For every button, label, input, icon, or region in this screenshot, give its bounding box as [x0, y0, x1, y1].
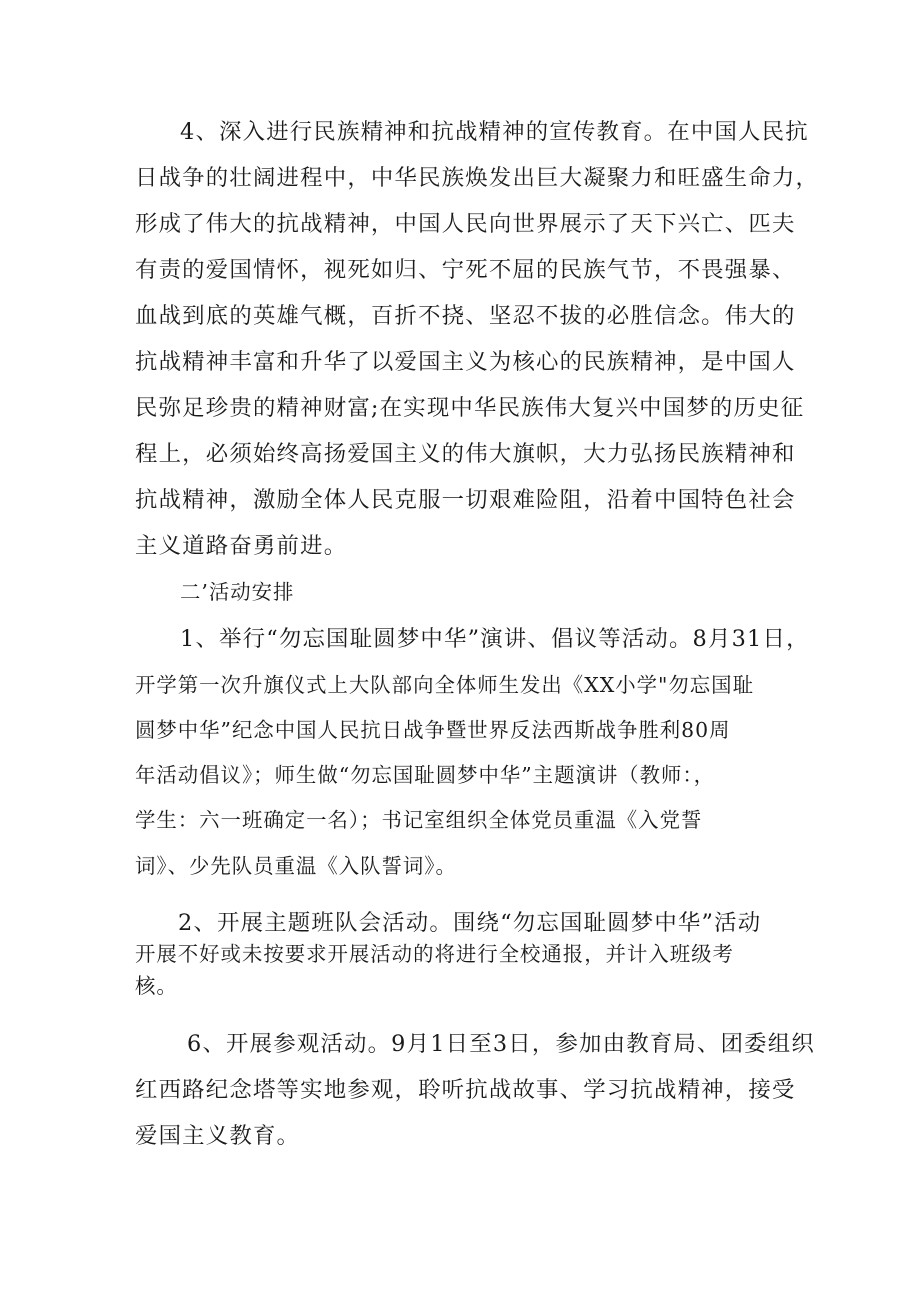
paragraph-4-line-1: 4、深入进行民族精神和抗战精神的宣传教育。在中国人民抗 — [180, 119, 809, 145]
paragraph-4-line-7: 民弥足珍贵的精神财富;在实现中华民族伟大复兴中国梦的历史征 — [135, 395, 805, 421]
item-6-line-1: 6、开展参观活动。9月1日至3日，参加由教育局、团委组织 — [187, 1031, 815, 1057]
item-1-line-2: 开学第一次升旗仪式上大队部向全体师生发出《XX小学"勿忘国耻 — [135, 673, 754, 697]
paragraph-4-line-3: 形成了伟大的抗战精神，中国人民向世界展示了天下兴亡、匹夫 — [135, 211, 796, 237]
paragraph-4-line-8: 程上，必须始终高扬爱国主义的伟大旗帜，大力弘扬民族精神和 — [135, 441, 796, 467]
item-6-line-2: 红西路纪念塔等实地参观，聆听抗战故事、学习抗战精神，接受 — [135, 1077, 796, 1103]
item-1-line-1: 1、举行“勿忘国耻圆梦中华”演讲、倡议等活动。8月31日， — [180, 626, 810, 652]
paragraph-4-line-10: 主义道路奋勇前进。 — [135, 533, 348, 559]
paragraph-4-line-5: 血战到底的英雄气概，百折不挠、坚忍不拔的必胜信念。伟大的 — [135, 303, 796, 329]
item-1-line-5: 学生：六一班确定一名）；书记室组织全体党员重温《入党誓 — [135, 808, 703, 832]
paragraph-4-line-6: 抗战精神丰富和升华了以爱国主义为核心的民族精神，是中国人 — [135, 349, 796, 375]
item-2-line-3: 核。 — [135, 974, 178, 998]
item-2-line-2: 开展不好或未按要求开展活动的将进行全校通报，并计入班级考 — [135, 942, 734, 966]
paragraph-4-line-2: 日战争的壮阔进程中，中华民族焕发出巨大凝聚力和旺盛生命力， — [135, 165, 820, 191]
paragraph-4-line-9: 抗战精神，激励全体人民克服一切艰难险阻，沿着中国特色社会 — [135, 487, 796, 513]
item-1-line-3: 圆梦中华”纪念中国人民抗日战争暨世界反法西斯战争胜利80周 — [135, 718, 731, 742]
item-1-line-4: 年活动倡议》；师生做“勿忘国耻圆梦中华”主题演讲（教师：， — [135, 763, 715, 787]
item-1-line-6: 词》、少先队员重温《入队誓词》。 — [135, 854, 457, 878]
paragraph-4-line-4: 有责的爱国情怀，视死如归、宁死不屈的民族气节，不畏强暴、 — [135, 257, 796, 283]
item-6-line-3: 爱国主义教育。 — [135, 1123, 301, 1149]
item-2-line-1: 2、开展主题班队会活动。围绕“勿忘国耻圆梦中华”活动 — [178, 910, 762, 936]
section-heading: 二’活动安排 — [180, 580, 295, 604]
